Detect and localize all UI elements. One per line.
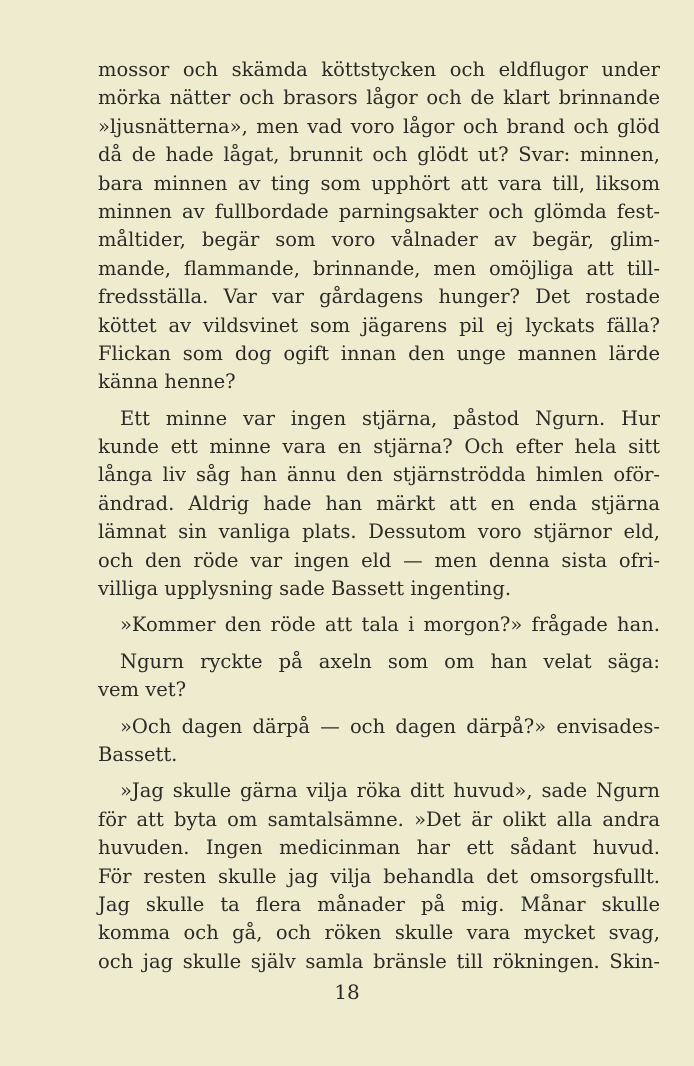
- text-line: »Och dagen därpå — och dagen därpå?» envisades-: [120, 714, 660, 738]
- text-line: Jag skulle ta flera månader på mig. Månar skulle: [98, 892, 660, 916]
- text-line: »ljusnätterna», men vad voro lågor och brand och glöd: [98, 114, 660, 138]
- paragraph: [98, 56, 660, 397]
- text-line: känna henne?: [98, 370, 236, 394]
- text-line: huvuden. Ingen medicinman har ett sådant huvud.: [98, 836, 660, 860]
- paragraph: [98, 405, 660, 604]
- text-line: »Kommer den röde att tala i morgon?» frågade han.: [120, 613, 660, 637]
- text-line: fredsställa. Var var gårdagens hunger? Det rostade: [98, 285, 660, 309]
- text-line: komma och gå, och röken skulle vara mycket svag,: [98, 921, 660, 945]
- text-line: mossor och skämda köttstycken och eldflugor under: [98, 58, 660, 81]
- page-number: 18: [334, 980, 360, 1004]
- text-line: Flickan som dog ogift innan den unge mannen lärde: [98, 341, 660, 365]
- text-line: Ett minne var ingen stjärna, påstod Ngurn. Hur: [120, 406, 660, 430]
- text-line: ändrad. Aldrig hade han märkt att en enda stjärna: [98, 491, 660, 515]
- text-line: kunde ett minne vara en stjärna? Och efter hela sitt: [98, 435, 660, 459]
- text-line: bara minnen av ting som upphört att vara till, liksom: [98, 171, 660, 195]
- text-line: Bassett.: [98, 742, 178, 766]
- text-line: För resten skulle jag vilja behandla det omsorgsfullt.: [98, 864, 660, 888]
- text-line: Ngurn ryckte på axeln som om han velat säga:: [120, 649, 660, 673]
- paragraph: [98, 713, 660, 770]
- paragraph: [98, 777, 660, 976]
- text-line: lämnat sin vanliga plats. Dessutom voro stjärnor eld,: [98, 520, 660, 544]
- text-line: köttet av vildsvinet som jägarens pil ej lyckats fälla?: [98, 313, 660, 337]
- text-line: mörka nätter och brasors lågor och de klart brinnande: [98, 86, 660, 110]
- text-line: måltider, begär som voro vålnader av begär, glim-: [98, 228, 660, 252]
- text-line: vem vet?: [98, 678, 187, 702]
- paragraph: [98, 648, 660, 705]
- paragraph: [98, 611, 660, 639]
- text-line: villiga upplysning sade Bassett ingenting.: [98, 577, 512, 601]
- text-line: minnen av fullbordade parningsakter och glömda fest-: [98, 199, 660, 223]
- text-line: för att byta om samtalsämne. »Det är olikt alla andra: [98, 807, 660, 831]
- text-line: mande, flammande, brinnande, men omöjliga att till-: [98, 256, 660, 280]
- text-line: »Jag skulle gärna vilja röka ditt huvud», sade Ngurn: [120, 779, 660, 803]
- text-line: och den röde var ingen eld — men denna sista ofri-: [98, 548, 660, 572]
- body-text: [98, 56, 660, 976]
- text-line: och jag skulle själv samla bränsle till rökningen. Skin-: [98, 949, 660, 973]
- text-line: då de hade lågat, brunnit och glödt ut? Svar: minnen,: [98, 143, 660, 167]
- text-line: långa liv såg han ännu den stjärnströdda himlen oför-: [98, 463, 660, 487]
